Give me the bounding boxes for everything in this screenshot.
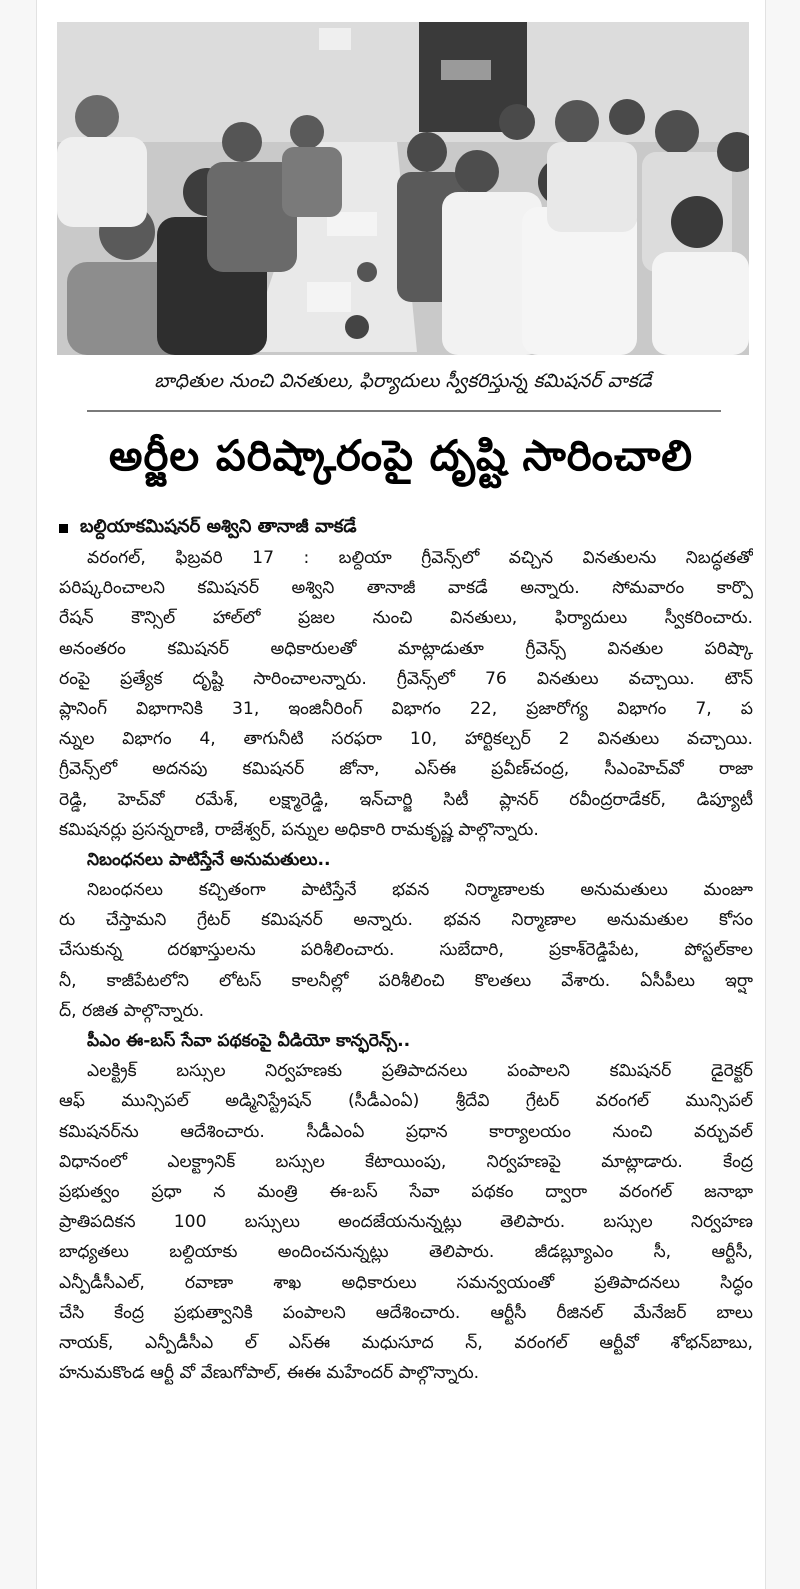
article-body	[59, 543, 753, 1388]
body-line: కమిషనర్లు ప్రసన్నరాణి, రాజేశ్వర్, పన్నుల అధికారి రామకృష్ణ పాల్గొన్నారు.	[59, 819, 539, 840]
body-line: ఆఫ్ మున్సిపల్ అడ్మినిస్ట్రేషన్ (సీడీఎంఏ) శ్రీదేవి గ్రేటర్ వరంగల్ మున్సిపల్	[59, 1091, 753, 1112]
body-line: రేషన్ కౌన్సిల్ హాల్‌లో ప్రజల నుంచి వినతులు, ఫిర్యాదులు స్వీకరించారు.	[59, 608, 753, 629]
body-line: గ్రీవెన్స్‌లో అదనపు కమిషనర్ జోనా, ఎస్ఈ ప్రవీణ్‌చంద్ర, సీఎంహెచ్‌వో రాజా	[59, 759, 753, 780]
body-line: చేసి కేంద్ర ప్రభుత్వానికి పంపాలని ఆదేశించారు. ఆర్టీసీ రీజినల్ మేనేజర్ బాలు	[59, 1302, 753, 1323]
byline	[59, 513, 749, 543]
divider	[87, 410, 721, 412]
body-line: పరిష్కరించాలని కమిషనర్ అశ్విని తానాజీ వాకడే అన్నారు. సోమవారం కార్పొ	[59, 578, 753, 599]
subheading: నిబంధనలు పాటిస్తేనే అనుమతులు..	[87, 849, 331, 870]
headline: అర్జీల పరిష్కారంపై దృష్టి సారించాలి	[108, 431, 694, 480]
body-line: ప్రభుత్వం ప్రధా న మంత్రి ఈ-బస్ సేవా పథకం ద్వారా వరంగల్ జనాభా	[59, 1181, 753, 1202]
body-line: న్నుల విభాగం 4, తాగునీటి సరఫరా 10, హార్టికల్చర్ 2 వినతులు వచ్చాయి.	[59, 729, 753, 750]
body-line: కమిషనర్‌ను ఆదేశించారు. సీడీఎంఏ ప్రధాన కార్యాలయం నుంచి వర్చువల్	[59, 1121, 753, 1142]
body-line: చేసుకున్న దరఖాస్తులను పరిశీలించారు. సుబేదారి, ప్రకాశ్‌రెడ్డిపేట, పోస్టల్‌కాల	[59, 940, 753, 961]
subheading: పీఎం ఈ-బస్ సేవా పథకంపై వీడియో కాన్ఫరెన్స్..	[87, 1031, 411, 1051]
body-line: అనంతరం కమిషనర్ అధికారులతో మాట్లాడుతూ గ్రీవెన్స్ వినతుల పరిష్కా	[59, 638, 753, 659]
body-line: ఎలక్ట్రిక్ బస్సుల నిర్వహణకు ప్రతిపాదనలు పంపాలని కమిషనర్ డైరెక్టర్	[87, 1061, 753, 1082]
body-line: నిబంధనలు కచ్చితంగా పాటిస్తేనే భవన నిర్మాణాలకు అనుమతులు మంజూ	[87, 880, 753, 901]
byline-text: బల్దియాకమిషనర్ అశ్విని తానాజీ వాకడే	[80, 515, 357, 537]
body-line: రు చేస్తామని గ్రేటర్ కమిషనర్ అన్నారు. భవన నిర్మాణాల అనుమతుల కోసం	[59, 910, 753, 931]
photo-caption: బాధితుల నుంచి వినతులు, ఫిర్యాదులు స్వీకరిస్తున్న కమిషనర్ వాకడే	[154, 369, 652, 392]
body-line: వరంగల్, ఫిబ్రవరి 17 : బల్దియా గ్రీవెన్స్‌లో వచ్చిన వినతులను నిబద్ధతతో	[87, 548, 753, 568]
body-line: ప్రాతిపదికన 100 బస్సులు అందజేయనున్నట్లు తెలిపారు. బస్సుల నిర్వహణ	[59, 1212, 753, 1233]
body-line: నీ, కాజీపేటలోని లోటస్ కాలనీల్లో పరిశీలించి కొలతలు వేశారు. ఏసీపీలు ఇర్షా	[59, 970, 753, 991]
body-line: బాధ్యతలు బల్దియాకు అందించనున్నట్లు తెలిపారు. జీడబ్ల్యూఎం సీ, ఆర్టీసీ,	[59, 1242, 753, 1263]
body-line: రంపై ప్రత్యేక దృష్టి సారించాలన్నారు. గ్రీవెన్స్‌లో 76 వినతులు వచ్చాయి. టౌన్	[59, 668, 753, 689]
body-line: ప్లానింగ్ విభాగానికి 31, ఇంజినీరింగ్ విభాగం 22, ప్రజారోగ్య విభాగం 7, ప	[59, 698, 753, 719]
body-line: రెడ్డి, హెచ్‌వో రమేశ్, లక్ష్మారెడ్డి, ఇన్‌చార్జి సిటీ ప్లానర్ రవీంద్రరాడేకర్, డిప్యూటీ	[59, 789, 753, 810]
body-line: హనుమకొండ ఆర్టీ వో వేణుగోపాల్, ఈఈ మహేందర్ పాల్గొన్నారు.	[59, 1363, 480, 1384]
body-line: ఎన్పీడీసీఎల్, రవాణా శాఖ అధికారులు సమన్వయంతో ప్రతిపాదనలు సిద్ధం	[59, 1272, 753, 1293]
bullet-icon	[59, 524, 68, 533]
photo-illustration	[57, 22, 749, 355]
news-photo	[57, 22, 749, 355]
body-line: నాయక్, ఎన్పీడీసీఎ ల్ ఎస్ఈ మధుసూద న్, వరంగల్ ఆర్టీవో శోభన్‌బాబు,	[59, 1332, 753, 1353]
body-line: విధానంలో ఎలక్ట్రానిక్ బస్సుల కేటాయింపు, నిర్వహణపై మాట్లాడారు. కేంద్ర	[59, 1151, 753, 1172]
body-line: ద్, రజిత పాల్గొన్నారు.	[59, 1000, 205, 1021]
newspaper-clipping	[36, 0, 766, 1589]
